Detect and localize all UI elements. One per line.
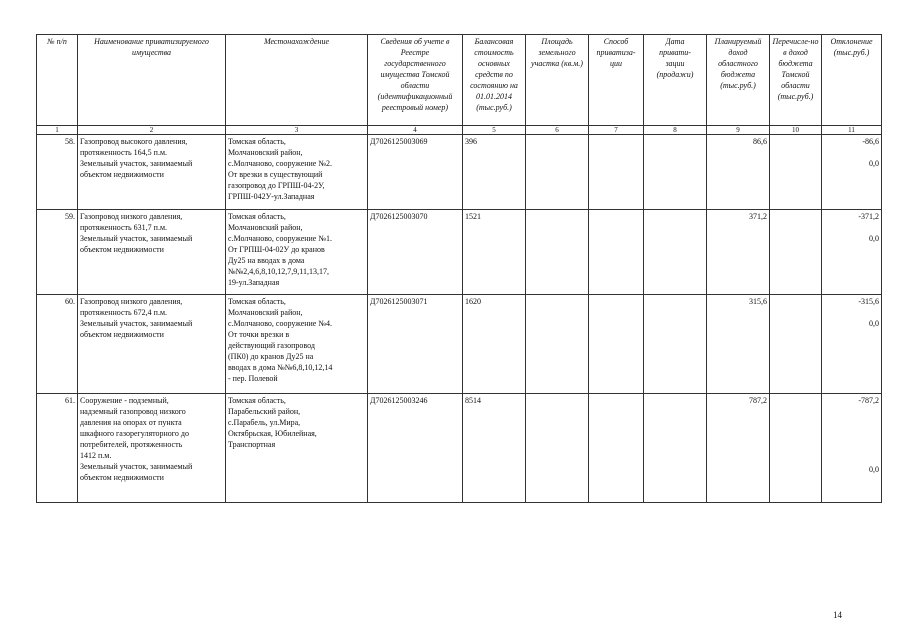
balance-value: 1620: [463, 295, 526, 394]
location-line: От ГРПШ-04-02У до кранов: [228, 245, 325, 254]
name-line: объектом недвижимости: [80, 330, 164, 339]
header-line: Балансовая: [474, 37, 514, 46]
location-line: (ПК0) до кранов Ду25 на: [228, 352, 314, 361]
name-line: протяженность 631,7 п.м.: [80, 223, 168, 232]
deviation-value: -371,2: [858, 212, 879, 221]
column-number: 9: [707, 126, 770, 135]
header-line: Перечисле-но: [772, 37, 819, 46]
header-name: Наименование приватизируемого имущества: [78, 35, 226, 126]
header-location: Местонахождение: [226, 35, 368, 126]
header-line: Реестре: [400, 48, 430, 57]
row-number: 60.: [37, 295, 78, 394]
deviation-value: 0,0: [869, 159, 879, 168]
deviation: [822, 210, 882, 295]
deviation-value: 0,0: [869, 465, 879, 474]
header-line: привати-: [659, 48, 691, 57]
location-line: с.Молчаново, сооружение №4.: [228, 319, 332, 328]
name-line: Земельный участок, занимаемый: [80, 319, 193, 328]
transferred-amount: [770, 394, 822, 503]
deviation-value: -86,6: [862, 137, 879, 146]
table-row: [37, 295, 882, 394]
header-line: Отклонение: [830, 37, 873, 46]
header-line: бюджета: [778, 59, 813, 68]
land-area: [526, 135, 589, 210]
header-line: Площадь: [541, 37, 573, 46]
location-line: От врезки в существующий: [228, 170, 323, 179]
table-row: [37, 394, 882, 503]
name-line: шкафного газорегуляторного до: [80, 429, 189, 438]
privatization-date: [644, 135, 707, 210]
name-line: протяженность 164,5 п.м.: [80, 148, 168, 157]
location-line: Транспортная: [228, 440, 276, 449]
balance-value: 8514: [463, 394, 526, 503]
deviation-value: 0,0: [869, 319, 879, 328]
header-line: областного: [718, 59, 758, 68]
name-line: Земельный участок, занимаемый: [80, 234, 193, 243]
location-line: От точки врезки в: [228, 330, 290, 339]
header-line: Сведения об учете в: [380, 37, 450, 46]
header-line: (тыс.руб.): [833, 48, 870, 57]
registry-number: Д7026125003071: [368, 295, 463, 394]
location-line: газопровод до ГРПШ-04-2У,: [228, 181, 325, 190]
header-line: (тыс.руб.): [720, 81, 756, 90]
column-number: 3: [226, 126, 368, 135]
header-line: 01.01.2014: [476, 92, 512, 101]
location-line: Томская область,: [228, 297, 286, 306]
transferred-amount: [770, 295, 822, 394]
header-line: бюджета: [720, 70, 756, 79]
header-line: реестровый номер): [381, 103, 449, 112]
header-line: (тыс.руб.): [476, 103, 512, 112]
column-number: 6: [526, 126, 589, 135]
privatization-date: [644, 210, 707, 295]
location-line: Ду25 на вводах в дома: [228, 256, 305, 265]
asset-location: [226, 295, 368, 394]
header-line: доход: [728, 48, 748, 57]
asset-name: [78, 135, 226, 210]
asset-name: [78, 394, 226, 503]
header-line: (тыс.руб.): [777, 92, 814, 101]
deviation-value: -315,6: [858, 297, 879, 306]
asset-name: [78, 295, 226, 394]
header-method: [589, 35, 644, 126]
header-line: участка (кв.м.): [531, 59, 583, 68]
name-line: давления на опорах от пункта: [80, 418, 182, 427]
header-line: Способ: [603, 37, 629, 46]
name-line: Газопровод низкого давления,: [80, 212, 183, 221]
header-area: [526, 35, 589, 126]
name-line: протяженность 672,4 п.м.: [80, 308, 168, 317]
location-line: с.Молчаново, сооружение №2.: [228, 159, 332, 168]
privatization-method: [589, 135, 644, 210]
header-line: области: [781, 81, 810, 90]
table-row: [37, 210, 882, 295]
asset-location: [226, 210, 368, 295]
balance-value: 396: [463, 135, 526, 210]
header-registry: [368, 35, 463, 126]
transferred-amount: [770, 135, 822, 210]
transferred-amount: [770, 210, 822, 295]
location-line: 19-ул.Западная: [228, 278, 280, 287]
name-line: Земельный участок, занимаемый: [80, 159, 193, 168]
header-line: Дата: [665, 37, 685, 46]
name-line: объектом недвижимости: [80, 245, 164, 254]
page-number: 14: [833, 610, 842, 620]
location-line: Томская область,: [228, 212, 286, 221]
registry-number: Д7026125003069: [368, 135, 463, 210]
header-deviation: [822, 35, 882, 126]
location-line: с.Молчаново, сооружение №1.: [228, 234, 332, 243]
header-line: зации: [665, 59, 685, 68]
privatization-date: [644, 394, 707, 503]
land-area: [526, 210, 589, 295]
balance-value: 1521: [463, 210, 526, 295]
header-line: Томской: [781, 70, 810, 79]
row-number: 61.: [37, 394, 78, 503]
header-line: приватиза-: [596, 48, 636, 57]
header-transferred: [770, 35, 822, 126]
name-line: объектом недвижимости: [80, 170, 164, 179]
location-line: Парабельский район,: [228, 407, 301, 416]
location-line: Молчановский район,: [228, 148, 303, 157]
name-line: объектом недвижимости: [80, 473, 164, 482]
asset-location: [226, 135, 368, 210]
column-number: 7: [589, 126, 644, 135]
planned-income: 787,2: [707, 394, 770, 503]
planned-income: 86,6: [707, 135, 770, 210]
privatization-method: [589, 210, 644, 295]
header-line: средств по: [475, 70, 513, 79]
column-number: 2: [78, 126, 226, 135]
header-line: состоянию на: [470, 81, 518, 90]
planned-income: 315,6: [707, 295, 770, 394]
asset-location: [226, 394, 368, 503]
privatization-date: [644, 295, 707, 394]
location-line: вводах в дома №№6,8,10,12,14: [228, 363, 333, 372]
header-balance: [463, 35, 526, 126]
row-number: 59.: [37, 210, 78, 295]
registry-number: Д7026125003246: [368, 394, 463, 503]
deviation: [822, 135, 882, 210]
header-line: области: [400, 81, 430, 90]
header-line: (продажи): [656, 70, 694, 79]
land-area: [526, 295, 589, 394]
header-line: (идентификационный: [377, 92, 453, 101]
header-line: государственного: [384, 59, 446, 68]
name-line: Газопровод низкого давления,: [80, 297, 183, 306]
header-line: земельного: [538, 48, 576, 57]
location-line: Томская область,: [228, 137, 286, 146]
location-line: действующий газопровод: [228, 341, 315, 350]
privatization-method: [589, 295, 644, 394]
header-line: ции: [610, 59, 622, 68]
column-number: 4: [368, 126, 463, 135]
name-line: потребителей, протяженность: [80, 440, 183, 449]
column-number-row: [37, 126, 882, 135]
column-number: 1: [37, 126, 78, 135]
header-number: № п/п: [37, 35, 78, 126]
header-line: основных: [478, 59, 510, 68]
location-line: Молчановский район,: [228, 308, 303, 317]
row-number: 58.: [37, 135, 78, 210]
column-number: 11: [822, 126, 882, 135]
header-line: стоимость: [474, 48, 514, 57]
location-line: с.Парабель, ул.Мира,: [228, 418, 301, 427]
location-line: - пер. Полевой: [228, 374, 278, 383]
deviation: [822, 394, 882, 503]
name-line: надземный газопровод низкого: [80, 407, 186, 416]
header-row: [37, 35, 882, 126]
name-line: Газопровод высокого давления,: [80, 137, 188, 146]
name-line: Сооружение - подземный,: [80, 396, 169, 405]
header-date: [644, 35, 707, 126]
asset-name: [78, 210, 226, 295]
header-line: Планируемый: [714, 37, 762, 46]
location-line: Томская область,: [228, 396, 286, 405]
planned-income: 371,2: [707, 210, 770, 295]
location-line: Молчановский район,: [228, 223, 303, 232]
column-number: 8: [644, 126, 707, 135]
deviation-value: -787,2: [858, 396, 879, 405]
privatization-table: [36, 34, 882, 503]
table-row: [37, 135, 882, 210]
header-planned-income: [707, 35, 770, 126]
registry-number: Д7026125003070: [368, 210, 463, 295]
privatization-method: [589, 394, 644, 503]
name-line: 1412 п.м.: [80, 451, 112, 460]
header-line: в доход: [783, 48, 808, 57]
column-number: 5: [463, 126, 526, 135]
location-line: №№2,4,6,8,10,12,7,9,11,13,17,: [228, 267, 329, 276]
column-number: 10: [770, 126, 822, 135]
deviation-value: 0,0: [869, 234, 879, 243]
deviation: [822, 295, 882, 394]
location-line: ГРПШ-042У-ул.Западная: [228, 192, 315, 201]
header-line: имущества Томской: [380, 70, 450, 79]
name-line: Земельный участок, занимаемый: [80, 462, 193, 471]
location-line: Октябрьская, Юбилейная,: [228, 429, 317, 438]
land-area: [526, 394, 589, 503]
